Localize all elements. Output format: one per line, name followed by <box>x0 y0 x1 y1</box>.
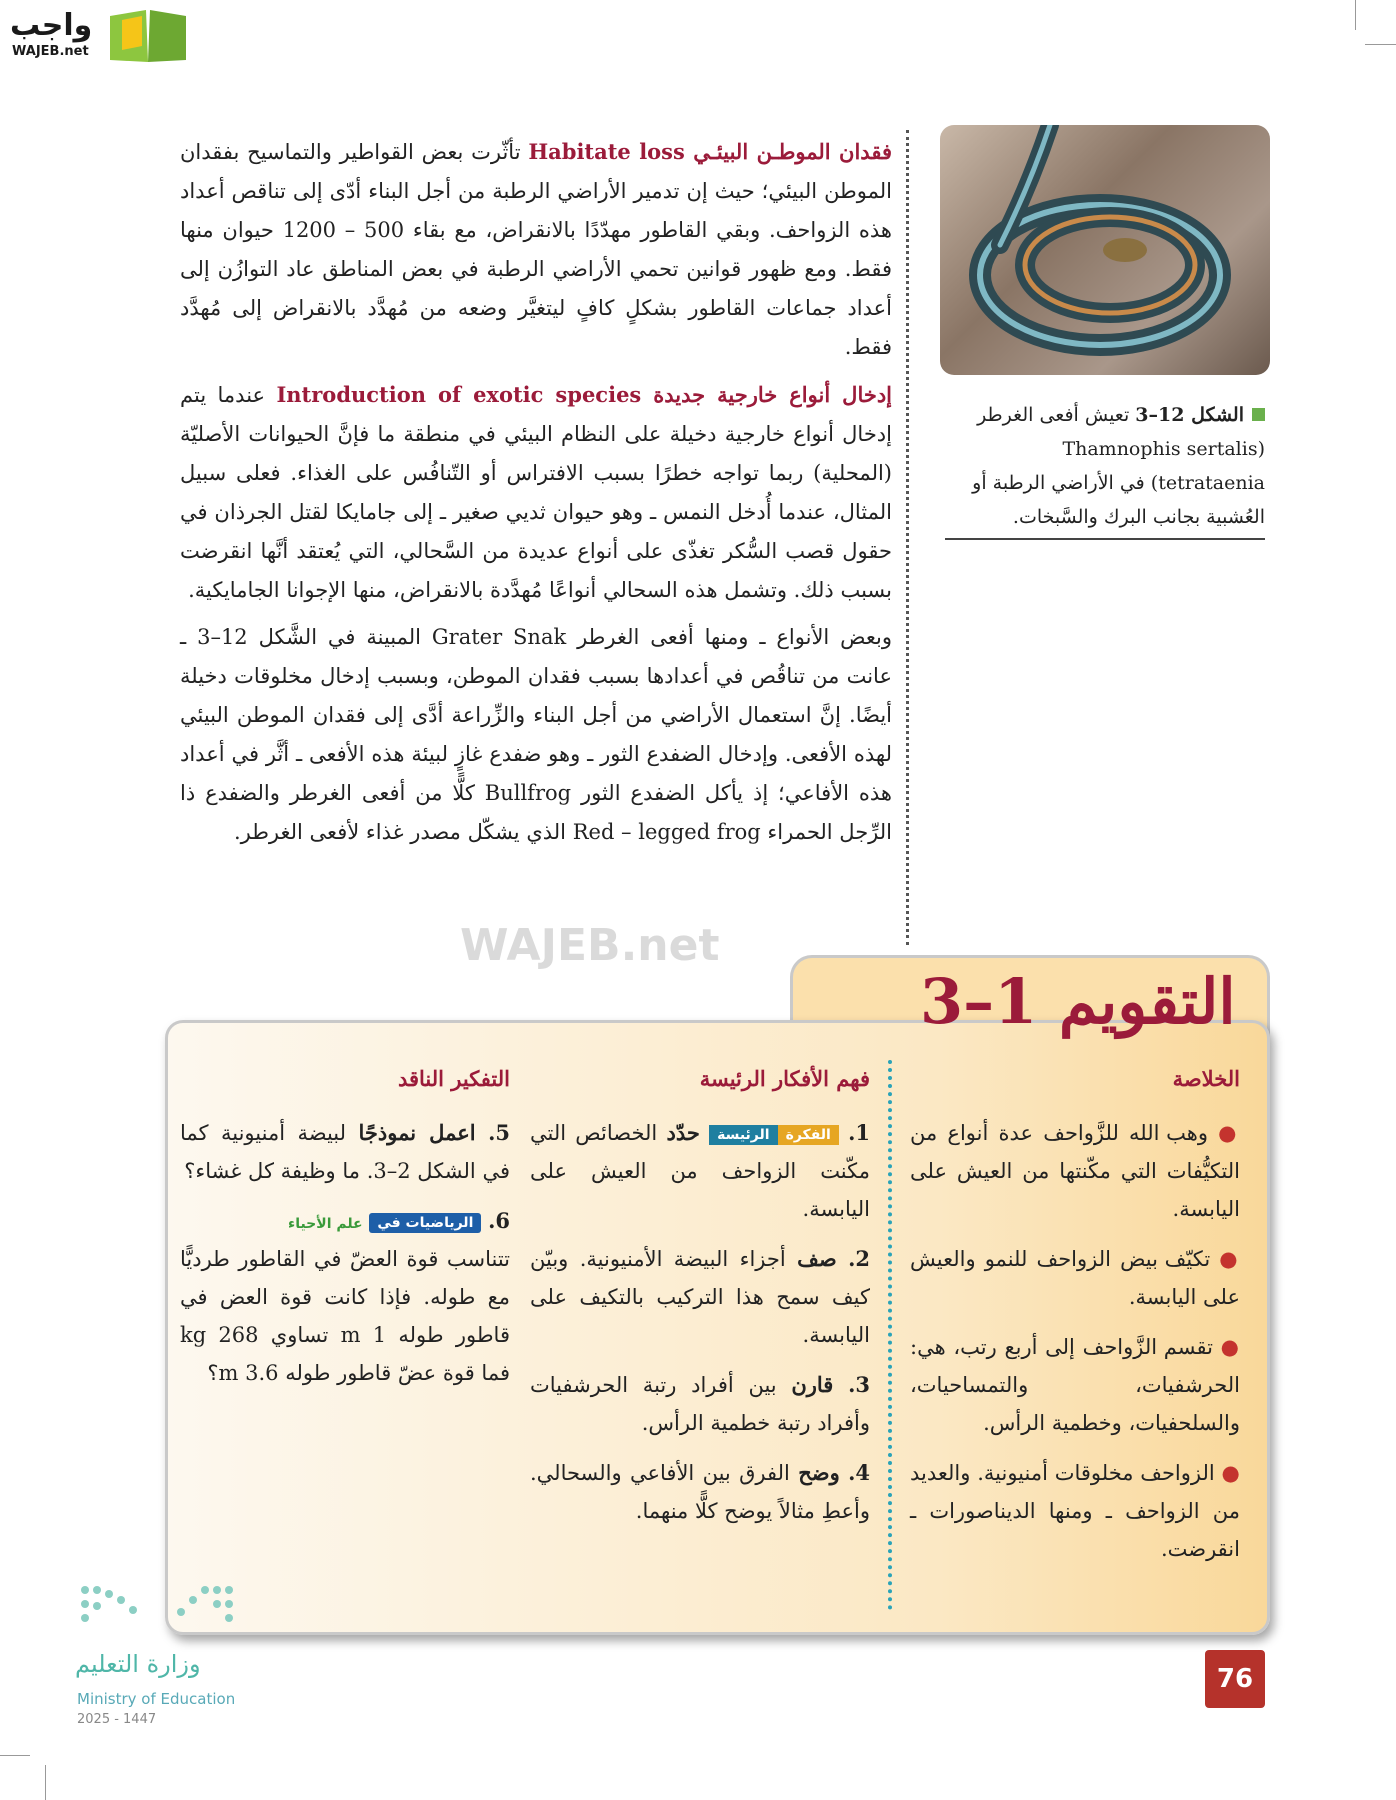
paragraph-habitat-loss <box>180 132 892 367</box>
crop-mark <box>45 1765 46 1800</box>
badge-main-idea: الفكرة <box>778 1125 839 1145</box>
crop-mark <box>1355 0 1356 30</box>
question-1: 1. الفكرةالرئيسة حدّد الخصائص التي مكّنت الزواحف من العيش على اليابسة. <box>530 1120 870 1221</box>
main-ideas-column <box>530 1060 870 1542</box>
ministry-name-en: Ministry of Education <box>77 1690 236 1708</box>
snake-photo <box>940 125 1270 375</box>
main-text <box>180 132 892 860</box>
crop-mark <box>0 1755 30 1756</box>
crop-mark <box>1365 44 1396 45</box>
caption-text: تعيش أفعى الغرطر (Thamnophis sertalis tetrataenia) في الأراضي الرطبة أو العُشبية بجانب البرك والسَّبخات. <box>972 404 1265 528</box>
summary-item: ● تكيّف بيض الزواحف للنمو والعيش على اليابسة. <box>910 1247 1240 1309</box>
paragraph-garter-snake: وبعض الأنواع ـ ومنها أفعى الغرطر Grater Snak المبينة في الشَّكل 12–3 ـ عانت من تناقُص في أعدادها بسبب فقدان الموطن، وبسبب إدخال مخلوقات دخيلة أيضًا. إنَّ استعمال الأراضي من أجل البناء والزِّراعة أدَّى إلى فقدان الموطن البيئي لهذه الأفعى. وإدخال الضفدع الثور ـ وهو ضفدع غازٍ لبيئة هذه الأفعى ـ أثَّر في أعداد هذه الأفاعي؛ إذ يأكل الضفدع الثور Bullfrog كلًّا من أفعى الغرطر والضفدع ذا الرِّجل الحمراء Red – legged frog الذي يشكّل مصدر غذاء لأفعى الغرطر. <box>180 625 893 844</box>
summary-heading: الخلاصة <box>1172 1066 1240 1091</box>
summary-item: ● وهب الله للزَّواحف عدة أنواع من التكيُّفات التي مكّنتها من العيش على اليابسة. <box>910 1121 1240 1221</box>
summary-column <box>910 1060 1240 1580</box>
caption-label: الشكل 12–3 <box>1135 404 1244 426</box>
page-number: 76 <box>1205 1650 1265 1708</box>
summary-item: ● تقسم الزَّواحف إلى أربع رتب، هي: الحرشفيات، والتمساحيات، والسلحفيات، وخطمية الرأس. <box>910 1335 1241 1435</box>
summary-item: ● الزواحف مخلوقات أمنيونية. والعديد من الزواحف ـ ومنها الديناصورات ـ انقرضت. <box>910 1461 1240 1561</box>
critical-thinking-column <box>180 1060 510 1404</box>
year: 2025 - 1447 <box>77 1712 157 1727</box>
heading-exotic-species: إدخال أنواع خارجية جديدة Introduction of exotic species <box>276 382 893 407</box>
question-5: 5. اعمل نموذجًا لبيضة أمنيونية كما في الشكل 2–3. ما وظيفة كل غشاء؟ <box>180 1120 510 1183</box>
ministry-name-ar: وزارة التعليم <box>75 1650 201 1678</box>
watermark: WAJEB.net <box>460 920 720 971</box>
question-6: 6. الرياضيات في علم الأحياء تتناسب قوة العضّ في القاطور طرديًّا مع طوله. فإذا كانت قوة العض في قاطور طوله 1 m تساوي 268 kg فما قوة عضّ قاطور طوله 3.6 m؟ <box>180 1208 510 1385</box>
critical-thinking-heading: التفكير الناقد <box>397 1066 510 1091</box>
question-3: 3. قارن بين أفراد رتبة الحرشفيات وأفراد رتبة خطمية الرأس. <box>530 1372 870 1435</box>
figure-caption <box>945 398 1265 540</box>
paragraph-text: تأثّرت بعض القواطير والتماسيح بفقدان الموطن البيئي؛ حيث إن تدمير الأراضي الرطبة من أجل البناء أدّى إلى تناقص أعداد هذه الزواحف. وبقي القاطور مهدّدًا بالانقراض، مع بقاء 500 – 1200 حيوان منها فقط. ومع ظهور قوانين تحمي الأراضي الرطبة في بعض المناطق عاد التوازُن إلى أعداد جماعات القاطور بشكلٍ كافٍ ليتغيَّر وضعه من مُهدَّد بالانقراض إلى مُهدَّد فقط. <box>180 140 893 359</box>
badge-math: الرياضيات في <box>369 1213 481 1233</box>
paragraph-exotic-species <box>180 375 892 610</box>
badge-biology: علم الأحياء <box>288 1216 363 1232</box>
logo-name: واجب <box>10 8 93 43</box>
badge-main-idea-2: الرئيسة <box>709 1125 777 1145</box>
paragraph-text: عندما يتم إدخال أنواع خارجية دخيلة على النظام البيئي في منطقة ما فإنَّ الحيوانات الأصليّة (المحلية) ربما تواجه خطرًا بسبب الافتراس أو التّنافُس على الغذاء. فعلى سبيل المثال، عندما أُدخل النمس ـ وهو حيوان ثديي صغير ـ إلى جامايكا لقتل الجرذان في حقول قصب السُّكر تغذّى على أنواع عديدة من السَّحالي، التي يُعتقد أنَّها انقرضت بسبب ذلك. وتشمل هذه السحالي أنواعًا مُهدَّدة بالانقراض، منها الإجوانا الجامايكية. <box>180 383 892 602</box>
column-divider <box>906 130 909 945</box>
main-ideas-heading: فهم الأفكار الرئيسة <box>699 1066 870 1091</box>
book-icon <box>108 6 188 64</box>
review-title: التقويم 1–3 <box>920 965 1236 1038</box>
column-divider <box>888 1060 892 1610</box>
snake-image <box>940 125 1270 375</box>
question-2: 2. صف أجزاء البيضة الأمنيونية. وبيّن كيف سمح هذا التركيب بالتكيف على اليابسة. <box>530 1246 870 1347</box>
question-4: 4. وضح الفرق بين الأفاعي والسحالي. وأعطِ مثالاً يوضح كلًّا منهما. <box>530 1460 870 1523</box>
caption-square-icon <box>1252 408 1265 421</box>
logo-sub: WAJEB.net <box>12 44 89 59</box>
heading-habitat-loss: فقدان الموطـن البيئـي Habitate loss <box>528 139 892 164</box>
ministry-logo-icon <box>75 1580 250 1640</box>
